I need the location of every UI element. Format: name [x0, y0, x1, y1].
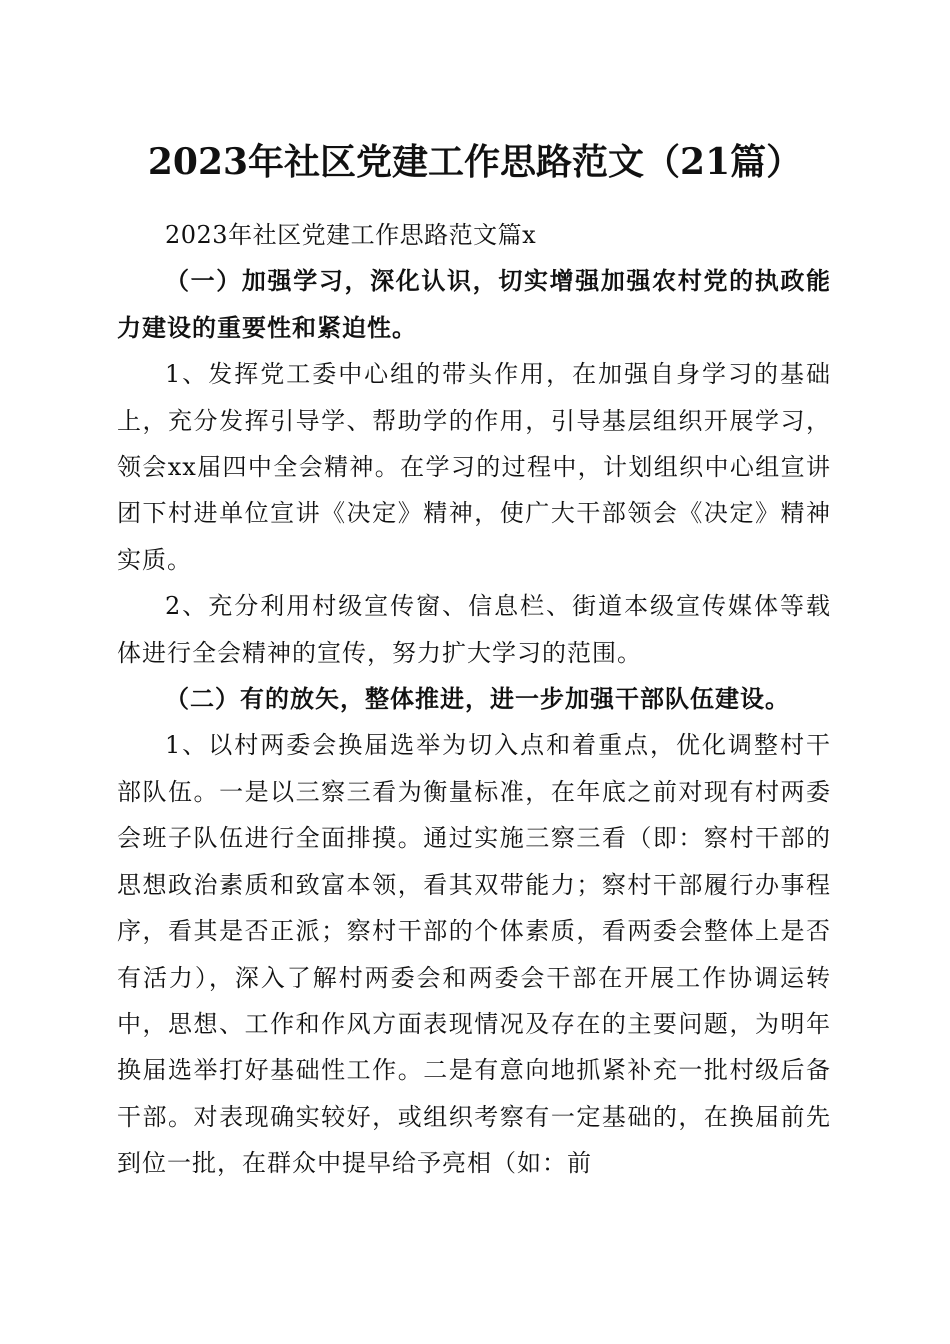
document-title: 2023年社区党建工作思路范文（21篇）: [147, 141, 803, 183]
section-subtitle: 2023年社区党建工作思路范文篇x: [165, 221, 537, 249]
section-heading-2: （二）有的放矢，整体推进，进一步加强干部队伍建设。: [165, 684, 790, 714]
paragraph-1: 1、发挥党工委中心组的带头作用，在加强自身学习的基础上，充分发挥引导学、帮助学的作用，引导基层组织开展学习，领会xx届四中全会精神。在学习的过程中，计划组织中心组宣讲团下村进单位宣讲《决定》精神，使广大干部领会《决定》精神实质。: [117, 360, 831, 574]
paragraph-3: 1、以村两委会换届选举为切入点和着重点，优化调整村干部队伍。一是以三察三看为衡量标准，在年底之前对现有村两委会班子队伍进行全面排摸。通过实施三察三看（即：察村干部的思想政治素质和致富本领，看其双带能力；察村干部履行办事程序，看其是否正派；察村干部的个体素质，看两委会整体上是否有活力），深入了解村两委会和两委会干部在开展工作协调运转中，思想、工作和作风方面表现情况及存在的主要问题，为明年换届选举打好基础性工作。二是有意向地抓紧补充一批村级后备干部。对表现确实较好，或组织考察有一定基础的，在换届前先到位一批，在群众中提早给予亮相（如：前: [117, 731, 831, 1178]
section-heading-1: （一）加强学习，深化认识，切实增强加强农村党的执政能力建设的重要性和紧迫性。: [117, 266, 831, 342]
document-body: [117, 212, 831, 1187]
paragraph-2: 2、充分利用村级宣传窗、信息栏、街道本级宣传媒体等载体进行全会精神的宣传，努力扩大学习的范围。: [117, 592, 831, 667]
